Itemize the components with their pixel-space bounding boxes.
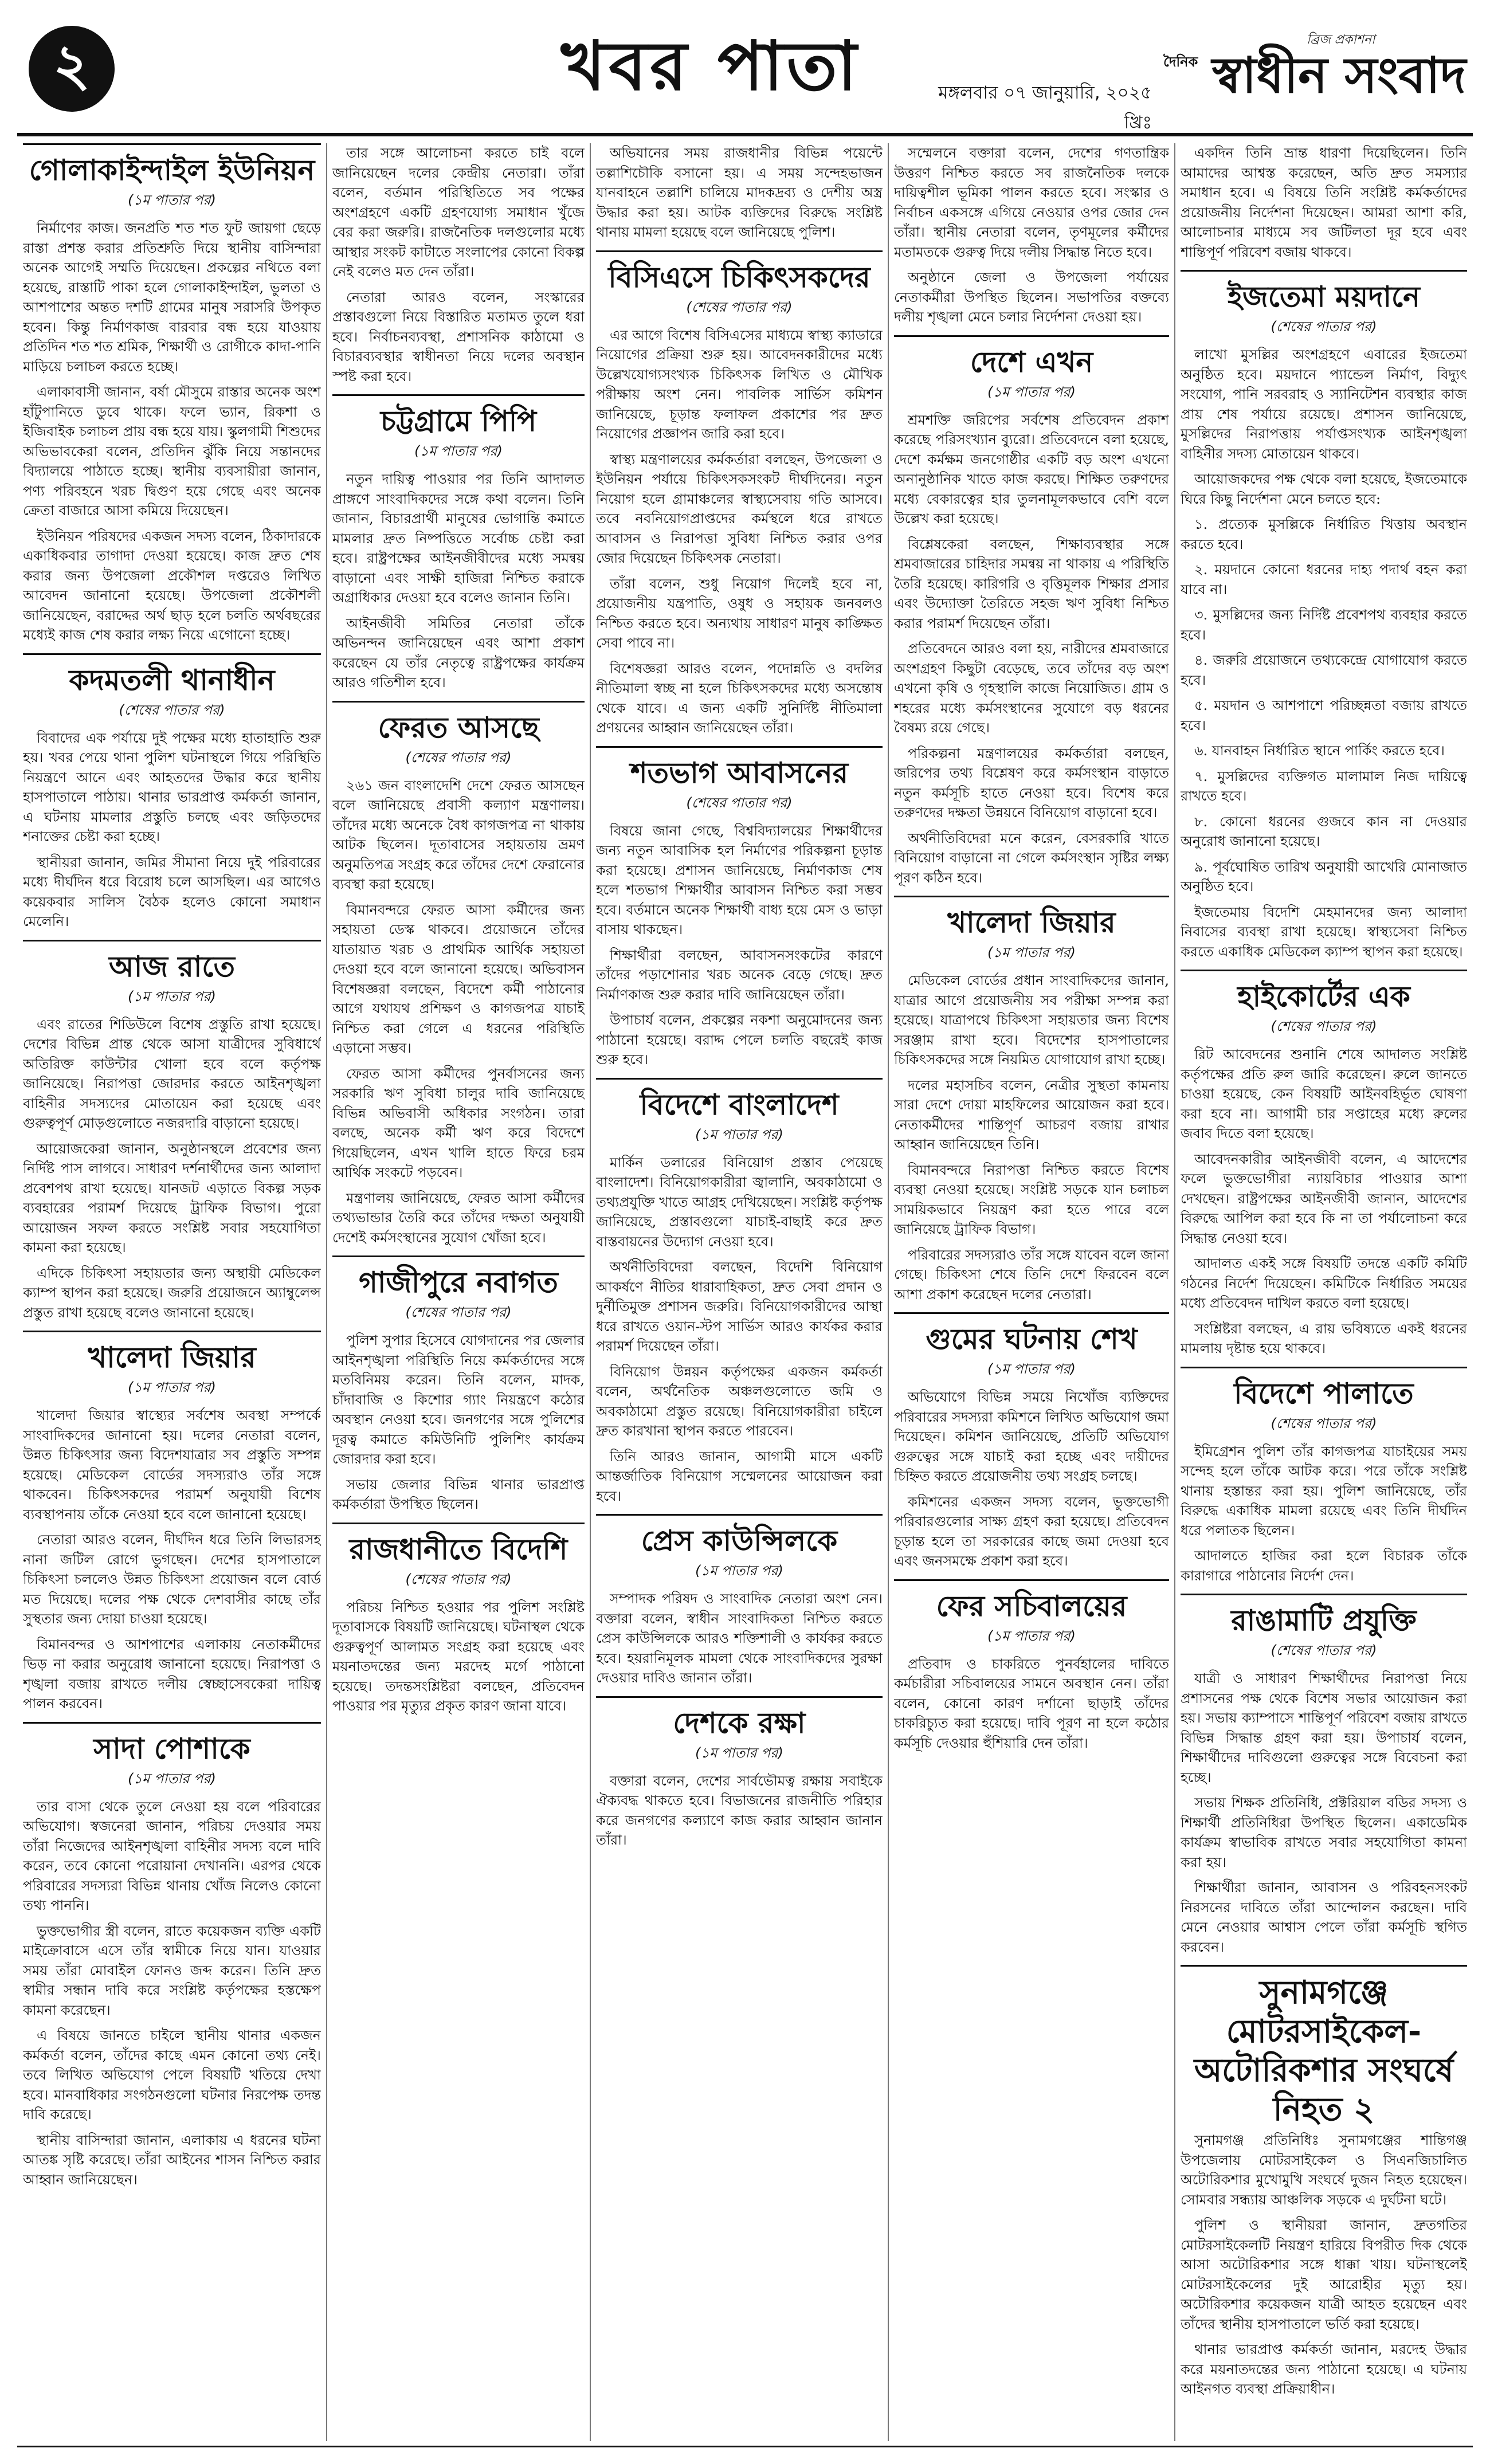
article-paragraph: দলের মহাসচিব বলেন, নেত্রীর সুস্থতা কামনায় সারা দেশে দোয়া মাহফিলের আয়োজন করা হবে। নেতাকর্মীদের শান্তিপূর্ণ আচরণ বজায় রাখার আহ্বান জানিয়েছেন তিনি। <box>894 1077 1169 1152</box>
article-paragraph: পুলিশ ও স্থানীয়রা জানান, দ্রুতগতির মোটরসাইকেলটি নিয়ন্ত্রণ হারিয়ে বিপরীত দিক থেকে আসা অটোরিকশার সঙ্গে ধাক্কা খায়। ঘটনাস্থলেই মোটরসাইকেলের দুই আরোহীর মৃত্যু হয়। অটোরিকশার কয়েকজন যাত্রী আহত হয়েছেন এবং তাঁদের স্থানীয় হাসপাতালে ভর্তি করা হয়েছে। <box>1181 2217 1467 2332</box>
news-article <box>23 940 321 1323</box>
article-headline: রাঙামাটি প্রযুক্তি <box>1231 1604 1417 1637</box>
article-paragraph: তিনি আরও জানান, আগামী মাসে একটি আন্তর্জাতিক বিনিয়োগ সম্মেলনের আয়োজন করা হবে। <box>596 1448 883 1504</box>
article-paragraph: থানার ভারপ্রাপ্ত কর্মকর্তা জানান, মরদেহ উদ্ধার করে ময়নাতদন্তের জন্য পাঠানো হয়েছে। এ ঘটনায় আইনগত ব্যবস্থা প্রক্রিয়াধীন। <box>1181 2341 1467 2397</box>
continuation-note: ( শেষের পাতার পর ) <box>23 700 321 723</box>
article-paragraph: এ বিষয়ে জানতে চাইলে স্থানীয় থানার একজন কর্মকর্তা বলেন, তাঁদের কাছে এমন কোনো তথ্য নেই। তবে লিখিত অভিযোগ পেলে বিষয়টি খতিয়ে দেখা হবে। মানবাধিকার সংগঠনগুলো ঘটনার নিরপেক্ষ তদন্ত দাবি করেছে। <box>23 2027 321 2122</box>
continuation-note: ( শেষের পাতার পর ) <box>332 1569 585 1592</box>
article-paragraph: নতুন দায়িত্ব পাওয়ার পর তিনি আদালত প্রাঙ্গণে সাংবাদিকদের সঙ্গে কথা বলেন। তিনি জানান, বিচারপ্রার্থী মানুষের ভোগান্তি কমাতে মামলার দ্রুত নিষ্পত্তিতে সর্বোচ্চ চেষ্টা করা হবে। রাষ্ট্রপক্ষের আইনজীবীদের মধ্যে সমন্বয় বাড়ানো এবং সাক্ষী হাজিরা নিশ্চিত করাকে অগ্রাধিকার দেওয়া হবে বলেও জানান তিনি। <box>332 471 585 606</box>
news-article <box>894 1579 1169 1753</box>
logo-tagline: ব্রিজ প্রকাশনা <box>1307 33 1375 47</box>
article-paragraph: ফেরত আসা কর্মীদের পুনর্বাসনের জন্য সরকারি ঋণ সুবিধা চালুর দাবি জানিয়েছে বিভিন্ন অভিবাসী অধিকার সংগঠন। তারা বলছে, অনেক কর্মী ঋণ করে বিদেশে গিয়েছিলেন, এখন খালি হাতে ফিরে চরম আর্থিক সংকটে পড়বেন। <box>332 1065 585 1180</box>
newspaper-logo <box>1163 30 1473 113</box>
continuation-note: ( ১ম পাতার পর ) <box>596 1124 883 1147</box>
article-headline: খালেদা জিয়ার <box>947 906 1116 939</box>
article-paragraph: অভিযানের সময় রাজধানীর বিভিন্ন পয়েন্টে তল্লাশিচৌকি বসানো হয়। এ সময় সন্দেহভাজন যানবাহনে তল্লাশি চালিয়ে মাদকদ্রব্য ও দেশীয় অস্ত্র উদ্ধার করা হয়। আটক ব্যক্তিদের বিরুদ্ধে সংশ্লিষ্ট থানায় মামলা হয়েছে বলে জানিয়েছে পুলিশ। <box>596 145 883 240</box>
article-paragraph: অর্থনীতিবিদেরা বলছেন, বিদেশি বিনিয়োগ আকর্ষণে নীতির ধারাবাহিকতা, দ্রুত সেবা প্রদান ও দুর্নীতিমুক্ত প্রশাসন জরুরি। বিনিয়োগকারীদের আস্থা ধরে রাখতে ওয়ান-স্টপ সার্ভিস আরও কার্যকর করার পরামর্শ দিয়েছেন তাঁরা। <box>596 1259 883 1354</box>
article-paragraph: আইনজীবী সমিতির নেতারা তাঁকে অভিনন্দন জানিয়েছেন এবং আশা প্রকাশ করেছেন যে তাঁর নেতৃত্বে রাষ্ট্রপক্ষের কার্যক্রম আরও গতিশীল হবে। <box>332 615 585 690</box>
article-paragraph: বিনিয়োগ উন্নয়ন কর্তৃপক্ষের একজন কর্মকর্তা বলেন, অর্থনৈতিক অঞ্চলগুলোতে জমি ও অবকাঠামো প্রস্তুত রয়েছে। বিনিয়োগকারীরা চাইলে দ্রুত কারখানা স্থাপন করতে পারবেন। <box>596 1363 883 1439</box>
article-paragraph: প্রতিবেদনে আরও বলা হয়, নারীদের শ্রমবাজারে অংশগ্রহণ কিছুটা বেড়েছে, তবে তাঁদের বড় অংশ এখনো কৃষি ও গৃহস্থালি কাজে নিয়োজিত। গ্রাম ও শহরের মধ্যে কর্মসংস্থানের সুযোগে বড় ধরনের বৈষম্য রয়ে গেছে। <box>894 641 1169 736</box>
article-paragraph: বিষয়ে জানা গেছে, বিশ্ববিদ্যালয়ের শিক্ষার্থীদের জন্য নতুন আবাসিক হল নির্মাণের পরিকল্পনা চূড়ান্ত করা হয়েছে। প্রশাসন জানিয়েছে, নির্মাণকাজ শেষ হলে শতভাগ শিক্ষার্থীর আবাসন নিশ্চিত করা সম্ভব হবে। বর্তমানে অনেক শিক্ষার্থী বাধ্য হয়ে মেস ও ভাড়া বাসায় থাকছেন। <box>596 822 883 937</box>
article-headline: কদমতলী থানাধীন <box>69 663 275 697</box>
article-headline: সাদা পোশাকে <box>93 1732 250 1765</box>
continuation-note: ( ১ম পাতার পর ) <box>23 1768 321 1791</box>
article-paragraph: বিমানবন্দরে ফেরত আসা কর্মীদের জন্য সহায়তা ডেস্ক থাকবে। প্রয়োজনে তাঁদের যাতায়াত খরচ ও প্রাথমিক আর্থিক সহায়তা দেওয়া হবে বলে জানানো হয়েছে। অভিবাসন বিশেষজ্ঞরা বলছেন, বিদেশে কর্মী পাঠানোর আগে যথাযথ প্রশিক্ষণ ও কাগজপত্র যাচাই নিশ্চিত করা গেলে এ ধরনের পরিস্থিতি এড়ানো সম্ভব। <box>332 901 585 1056</box>
article-paragraph: স্বাস্থ্য মন্ত্রণালয়ের কর্মকর্তারা বলছেন, উপজেলা ও ইউনিয়ন পর্যায়ে চিকিৎসকসংকট দীর্ঘদিনের। নতুন নিয়োগ হলে গ্রামাঞ্চলের স্বাস্থ্যসেবায় গতি আসবে। তবে নবনিয়োগপ্রাপ্তদের কর্মস্থলে ধরে রাখতে আবাসন ও নিরাপত্তা সুবিধা নিশ্চিত করার ওপর জোর দিয়েছেন চিকিৎসক নেতারা। <box>596 451 883 566</box>
article-headline: ফের সচিবালয়ের <box>936 1589 1127 1623</box>
news-article <box>1181 1965 1467 2399</box>
masthead <box>17 17 1473 132</box>
article-paragraph: স্থানীয় বাসিন্দারা জানান, এলাকায় এ ধরনের ঘটনা আতঙ্ক সৃষ্টি করেছে। তাঁরা আইনের শাসন নিশ্চিত করার আহ্বান জানিয়েছেন। <box>23 2132 321 2188</box>
continuation-note: ( শেষের পাতার পর ) <box>1181 1640 1467 1663</box>
article-headline: গুমের ঘটনায় শেখ <box>926 1323 1138 1356</box>
news-article <box>894 896 1169 1304</box>
article-paragraph: পুলিশ সুপার হিসেবে যোগদানের পর জেলার আইনশৃঙ্খলা পরিস্থিতি নিয়ে কর্মকর্তাদের সঙ্গে মতবিনিময় করেন। তিনি বলেন, মাদক, চাঁদাবাজি ও কিশোর গ্যাং নিয়ন্ত্রণে কঠোর অবস্থান নেওয়া হবে। জনগণের সঙ্গে পুলিশের দূরত্ব কমাতে কমিউনিটি পুলিশিং কার্যক্রম জোরদার করা হবে। <box>332 1332 585 1467</box>
article-headline: ইজতেমা ময়দানে <box>1228 280 1420 313</box>
article-paragraph: একদিন তিনি ভ্রান্ত ধারণা দিয়েছিলেন। তিনি আমাদের আশ্বস্ত করেছেন, অতি দ্রুত সমস্যার সমাধান হবে। এ বিষয়ে তিনি সংশ্লিষ্ট কর্মকর্তাদের প্রয়োজনীয় নির্দেশনা দিয়েছেন। আমরা আশা করি, আলোচনার মাধ্যমে সব জটিলতা দূর হবে এবং শান্তিপূর্ণ পরিবেশ বজায় থাকবে। <box>1181 145 1467 260</box>
article-paragraph: স্থানীয়রা জানান, জমির সীমানা নিয়ে দুই পরিবারের মধ্যে দীর্ঘদিন ধরে বিরোধ চলে আসছিল। এর আগেও কয়েকবার সালিস বৈঠক হলেও কোনো সমাধান মেলেনি। <box>23 854 321 929</box>
article-paragraph: তার বাসা থেকে তুলে নেওয়া হয় বলে পরিবারের অভিযোগ। স্বজনেরা জানান, পরিচয় দেওয়ার সময় তাঁরা নিজেদের আইনশৃঙ্খলা বাহিনীর সদস্য বলে দাবি করেন, তবে কোনো পরোয়ানা দেখাননি। এরপর থেকে পরিবারের সদস্যরা বিভিন্ন থানায় খোঁজ নিলেও কোনো তথ্য পাননি। <box>23 1798 321 1913</box>
continuation-note: ( ১ম পাতার পর ) <box>596 1560 883 1583</box>
article-paragraph: অর্থনীতিবিদেরা মনে করেন, বেসরকারি খাতে বিনিয়োগ বাড়ানো না গেলে কর্মসংস্থান সৃষ্টির লক্ষ্য পূরণ কঠিন হবে। <box>894 830 1169 886</box>
article-headline: রাজধানীতে বিদেশি <box>349 1532 568 1566</box>
article-paragraph: সংশ্লিষ্টরা বলছেন, এ রায় ভবিষ্যতে একই ধরনের মামলায় দৃষ্টান্ত হয়ে থাকবে। <box>1181 1320 1467 1356</box>
article-paragraph: ৯. পূর্বঘোষিত তারিখ অনুযায়ী আখেরি মোনাজাত অনুষ্ঠিত হবে। <box>1181 858 1467 894</box>
news-article <box>332 1255 585 1515</box>
article-paragraph: বিমানবন্দরে নিরাপত্তা নিশ্চিত করতে বিশেষ ব্যবস্থা নেওয়া হয়েছে। সংশ্লিষ্ট সড়কে যান চলাচল সাময়িকভাবে নিয়ন্ত্রণ করা হতে পারে বলে জানিয়েছে ট্রাফিক বিভাগ। <box>894 1162 1169 1237</box>
newspaper-name: স্বাধীন সংবাদ <box>1212 47 1467 104</box>
article-paragraph: মার্কিন ডলারের বিনিয়োগ প্রস্তাব পেয়েছে বাংলাদেশ। বিনিয়োগকারীরা জ্বালানি, অবকাঠামো ও তথ্যপ্রযুক্তি খাতে আগ্রহ দেখিয়েছেন। সংশ্লিষ্ট কর্তৃপক্ষ জানিয়েছে, প্রস্তাবগুলো যাচাই-বাছাই করে দ্রুত বাস্তবায়নের উদ্যোগ নেওয়া হবে। <box>596 1154 883 1250</box>
news-article <box>894 335 1169 888</box>
continuation-note: ( শেষের পাতার পর ) <box>332 747 585 770</box>
continuation-note: ( ১ম পাতার পর ) <box>23 1377 321 1400</box>
article-paragraph: মন্ত্রণালয় জানিয়েছে, ফেরত আসা কর্মীদের তথ্যভান্ডার তৈরি করে তাঁদের দক্ষতা অনুযায়ী দেশেই কর্মসংস্থানের সুযোগ খোঁজা হবে। <box>332 1190 585 1246</box>
article-paragraph: তার সঙ্গে আলোচনা করতে চাই বলে জানিয়েছেন দলের কেন্দ্রীয় নেতারা। তাঁরা বলেন, বর্তমান পরিস্থিতিতে সব পক্ষের অংশগ্রহণে একটি গ্রহণযোগ্য সমাধান খুঁজে বের করা জরুরি। রাজনৈতিক দলগুলোর মধ্যে আস্থার সংকট কাটাতে সংলাপের কোনো বিকল্প নেই বলেও মত দেন তাঁরা। <box>332 145 585 280</box>
article-paragraph: অনুষ্ঠানে জেলা ও উপজেলা পর্যায়ের নেতাকর্মীরা উপস্থিত ছিলেন। সভাপতির বক্তব্যে দলীয় শৃঙ্খলা মেনে চলার নির্দেশনা দেওয়া হয়। <box>894 269 1169 325</box>
page-bottom-rule <box>17 2446 1473 2447</box>
article-paragraph: এলাকাবাসী জানান, বর্ষা মৌসুমে রাস্তার অনেক অংশ হাঁটুপানিতে ডুবে থাকে। ফলে ভ্যান, রিকশা ও ইজিবাইক চলাচল প্রায় বন্ধ হয়ে যায়। স্কুলগামী শিশুদের অভিভাবকেরা বলেন, প্রতিদিন ঝুঁকি নিয়ে সন্তানদের বিদ্যালয়ে পাঠাতে হচ্ছে। স্থানীয় ব্যবসায়ীরা জানান, পণ্য পরিবহনে খরচ দ্বিগুণ হয়ে গেছে এবং অনেক ক্রেতা বাজারে আসা কমিয়ে দিয়েছেন। <box>23 384 321 519</box>
article-paragraph: আবেদনকারীর আইনজীবী বলেন, এ আদেশের ফলে ভুক্তভোগীরা ন্যায়বিচার পাওয়ার আশা দেখছেন। রাষ্ট্রপক্ষের আইনজীবী জানান, আদেশের বিরুদ্ধে আপিল করা হবে কি না তা পর্যালোচনা করে সিদ্ধান্ত নেওয়া হবে। <box>1181 1151 1467 1246</box>
news-article <box>332 1523 585 1716</box>
article-headline: বিদেশে বাংলাদেশ <box>640 1088 839 1121</box>
article-paragraph: আদালত একই সঙ্গে বিষয়টি তদন্তে একটি কমিটি গঠনের নির্দেশ দিয়েছেন। কমিটিকে নির্ধারিত সময়ের মধ্যে প্রতিবেদন দাখিল করতে বলা হয়েছে। <box>1181 1255 1467 1311</box>
continuation-note: ( শেষের পাতার পর ) <box>1181 1413 1467 1436</box>
article-paragraph: নেতারা আরও বলেন, দীর্ঘদিন ধরে তিনি লিভারসহ নানা জটিল রোগে ভুগছেন। দেশের হাসপাতালে চিকিৎসা চললেও উন্নত চিকিৎসা প্রয়োজন বলে বোর্ড মত দিয়েছে। দলের পক্ষ থেকে দেশবাসীর কাছে তাঁর সুস্থতার জন্য দোয়া চাওয়া হয়েছে। <box>23 1532 321 1627</box>
article-paragraph: আয়োজকেরা জানান, অনুষ্ঠানস্থলে প্রবেশের জন্য নির্দিষ্ট পাস লাগবে। সাধারণ দর্শনার্থীদের জন্য আলাদা প্রবেশপথ রাখা হয়েছে। যানজট এড়াতে বিকল্প সড়ক ব্যবহারের পরামর্শ দিয়েছে ট্রাফিক বিভাগ। পুরো আয়োজন সফল করতে সংশ্লিষ্ট সবার সহযোগিতা কামনা করা হয়েছে। <box>23 1140 321 1255</box>
news-article <box>596 1696 883 1850</box>
article-paragraph: বিবাদের এক পর্যায়ে দুই পক্ষের মধ্যে হাতাহাতি শুরু হয়। খবর পেয়ে থানা পুলিশ ঘটনাস্থলে গিয়ে পরিস্থিতি নিয়ন্ত্রণে আনে এবং আহতদের উদ্ধার করে স্থানীয় হাসপাতালে পাঠায়। থানার ভারপ্রাপ্ত কর্মকর্তা জানান, এ ঘটনায় মামলার প্রস্তুতি চলছে এবং জড়িতদের শনাক্তের চেষ্টা করা হচ্ছে। <box>23 729 321 845</box>
article-headline: হাইকোর্টের এক <box>1237 980 1410 1013</box>
news-article <box>894 143 1169 327</box>
article-headline: বিসিএসে চিকিৎসকদের <box>608 260 871 294</box>
column-2 <box>332 143 585 2441</box>
continuation-note: ( শেষের পাতার পর ) <box>596 792 883 815</box>
logo-prefix: দৈনিক <box>1163 54 1198 70</box>
article-headline: শতভাগ আবাসনের <box>630 756 849 790</box>
continuation-note: ( ১ম পাতার পর ) <box>894 1626 1169 1649</box>
news-article <box>23 1331 321 1714</box>
news-article <box>23 653 321 932</box>
continuation-note: ( ১ম পাতার পর ) <box>894 1359 1169 1382</box>
article-paragraph: ৩. মুসল্লিদের জন্য নির্দিষ্ট প্রবেশপথ ব্যবহার করতে হবে। <box>1181 607 1467 643</box>
article-headline: দেশকে রক্ষা <box>673 1706 806 1740</box>
continuation-note: ( শেষের পাতার পর ) <box>1181 316 1467 339</box>
article-paragraph: বিশ্লেষকেরা বলছেন, শিক্ষাব্যবস্থার সঙ্গে শ্রমবাজারের চাহিদার সমন্বয় না থাকায় এ পরিস্থিতি তৈরি হয়েছে। কারিগরি ও বৃত্তিমূলক শিক্ষার প্রসার এবং উদ্যোক্তা তৈরিতে সহজ ঋণ সুবিধা নিশ্চিত করার পরামর্শ দিয়েছেন তাঁরা। <box>894 536 1169 631</box>
news-article <box>596 250 883 738</box>
news-article <box>596 1078 883 1506</box>
article-headline: দেশে এখন <box>970 345 1093 379</box>
article-paragraph: পরিকল্পনা মন্ত্রণালয়ের কর্মকর্তারা বলছেন, জরিপের তথ্য বিশ্লেষণ করে কর্মসংস্থান বাড়াতে নতুন কর্মসূচি হাতে নেওয়া হবে। বিশেষ করে তরুণদের দক্ষতা উন্নয়নে বিনিয়োগ বাড়ানো হবে। <box>894 745 1169 821</box>
column-1 <box>23 143 321 2441</box>
news-article <box>332 394 585 693</box>
article-headline: গাজীপুরে নবাগত <box>359 1266 558 1299</box>
article-headline: ফেরত আসছে <box>378 711 539 744</box>
column-divider <box>1174 143 1175 2441</box>
continuation-note: ( ১ম পাতার পর ) <box>23 190 321 213</box>
article-paragraph: ৫. ময়দান ও আশপাশে পরিচ্ছন্নতা বজায় রাখতে হবে। <box>1181 697 1467 733</box>
news-article <box>332 143 585 386</box>
continuation-note: ( ১ম পাতার পর ) <box>23 986 321 1009</box>
article-paragraph: নেতারা আরও বলেন, সংস্কারের প্রস্তাবগুলো নিয়ে বিস্তারিত মতামত তুলে ধরা হবে। নির্বাচনব্যবস্থা, প্রশাসনিক কাঠামো ও বিচারব্যবস্থার স্বাধীনতা নিয়ে দলের অবস্থান স্পষ্ট করা হবে। <box>332 289 585 384</box>
article-paragraph: শিক্ষার্থীরা বলছেন, আবাসনসংকটের কারণে তাঁদের পড়াশোনার খরচ অনেক বেড়ে গেছে। দ্রুত নির্মাণকাজ শুরু করার দাবি জানিয়েছেন তাঁরা। <box>596 947 883 1003</box>
column-divider <box>888 143 889 2441</box>
article-paragraph: তাঁরা বলেন, শুধু নিয়োগ দিলেই হবে না, প্রয়োজনীয় যন্ত্রপাতি, ওষুধ ও সহায়ক জনবলও নিশ্চিত করতে হবে। অন্যথায় সাধারণ মানুষ কাঙ্ক্ষিত সেবা পাবে না। <box>596 575 883 651</box>
article-headline: খালেদা জিয়ার <box>88 1341 256 1374</box>
article-headline: বিদেশে পালাতে <box>1234 1376 1414 1410</box>
article-paragraph: বিমানবন্দর ও আশপাশের এলাকায় নেতাকর্মীদের ভিড় না করার অনুরোধ জানানো হয়েছে। নিরাপত্তা ও শৃঙ্খলা বজায় রাখতে দলীয় স্বেচ্ছাসেবকেরা দায়িত্ব পালন করবেন। <box>23 1636 321 1712</box>
article-headline: প্রেস কাউন্সিলকে <box>641 1524 838 1557</box>
news-article <box>1181 1367 1467 1586</box>
article-paragraph: পরিচয় নিশ্চিত হওয়ার পর পুলিশ সংশ্লিষ্ট দূতাবাসকে বিষয়টি জানিয়েছে। ঘটনাস্থল থেকে গুরুত্বপূর্ণ আলামত সংগ্রহ করা হয়েছে এবং ময়নাতদন্তের জন্য মরদেহ মর্গে পাঠানো হয়েছে। তদন্তসংশ্লিষ্টরা বলছেন, প্রতিবেদন পাওয়ার পর মৃত্যুর প্রকৃত কারণ জানা যাবে। <box>332 1599 585 1714</box>
article-paragraph: সভায় জেলার বিভিন্ন থানার ভারপ্রাপ্ত কর্মকর্তারা উপস্থিত ছিলেন। <box>332 1476 585 1512</box>
article-paragraph: অভিযোগে বিভিন্ন সময়ে নিখোঁজ ব্যক্তিদের পরিবারের সদস্যরা কমিশনে লিখিত অভিযোগ জমা দিয়েছেন। কমিশন জানিয়েছে, প্রতিটি অভিযোগ গুরুত্বের সঙ্গে যাচাই করা হচ্ছে এবং দায়ীদের চিহ্নিত করতে প্রয়োজনীয় তথ্য সংগ্রহ চলছে। <box>894 1389 1169 1484</box>
column-divider <box>326 143 327 2441</box>
article-paragraph: ইজতেমায় বিদেশি মেহমানদের জন্য আলাদা নিবাসের ব্যবস্থা রাখা হয়েছে। স্বাস্থ্যসেবা নিশ্চিত করতে একাধিক মেডিকেল ক্যাম্প স্থাপন করা হয়েছে। <box>1181 904 1467 960</box>
news-article <box>596 143 883 242</box>
article-paragraph: কমিশনের একজন সদস্য বলেন, ভুক্তভোগী পরিবারগুলোর সাক্ষ্য গ্রহণ করা হয়েছে। প্রতিবেদন চূড়ান্ত হলে তা সরকারের কাছে জমা দেওয়া হবে এবং জনসমক্ষে প্রকাশ করা হবে। <box>894 1493 1169 1569</box>
article-paragraph: পরিবারের সদস্যরাও তাঁর সঙ্গে যাবেন বলে জানা গেছে। চিকিৎসা শেষে তিনি দেশে ফিরবেন বলে আশা প্রকাশ করেছেন দলের নেতারা। <box>894 1246 1169 1302</box>
article-paragraph: বিশেষজ্ঞরা আরও বলেন, পদোন্নতি ও বদলির নীতিমালা স্বচ্ছ না হলে চিকিৎসকদের মধ্যে অসন্তোষ থেকে যাবে। এ জন্য একটি সুনির্দিষ্ট নীতিমালা প্রণয়নের আহ্বান জানিয়েছেন তাঁরা। <box>596 660 883 736</box>
date-line: মঙ্গলবার ০৭ জানুয়ারি, ২০২৫ খ্রিঃ <box>938 83 1152 133</box>
article-paragraph: সুনামগঞ্জ প্রতিনিধিঃ সুনামগঞ্জের শান্তিগঞ্জ উপজেলায় মোটরসাইকেল ও সিএনজিচালিত অটোরিকশার মুখোমুখি সংঘর্ষে দুজন নিহত হয়েছেন। সোমবার সন্ধ্যায় আঞ্চলিক সড়কে এ দুর্ঘটনা ঘটে। <box>1181 2132 1467 2208</box>
article-paragraph: এবং রাতের শিডিউলে বিশেষ প্রস্তুতি রাখা হয়েছে। দেশের বিভিন্ন প্রান্ত থেকে আসা যাত্রীদের সুবিধার্থে অতিরিক্ত কাউন্টার খোলা হবে বলে কর্তৃপক্ষ জানিয়েছে। নিরাপত্তা জোরদার করতে আইনশৃঙ্খলা বাহিনীর সদস্যদের মোতায়েন করা হয়েছে এবং গুরুত্বপূর্ণ মোড়গুলোতে নজরদারি বাড়ানো হয়েছে। <box>23 1016 321 1131</box>
news-article <box>596 1514 883 1688</box>
article-paragraph: মেডিকেল বোর্ডের প্রধান সাংবাদিকদের জানান, যাত্রার আগে প্রয়োজনীয় সব পরীক্ষা সম্পন্ন করা হয়েছে। যাত্রাপথে চিকিৎসা সহায়তার জন্য বিশেষ সরঞ্জাম রাখা হবে। বিদেশের হাসপাতালের চিকিৎসকদের সঙ্গে নিয়মিত যোগাযোগ রাখা হচ্ছে। <box>894 972 1169 1068</box>
news-article <box>23 1722 321 2190</box>
news-article <box>1181 143 1467 262</box>
news-article <box>894 1312 1169 1571</box>
article-paragraph: ২৬১ জন বাংলাদেশি দেশে ফেরত আসছেন বলে জানিয়েছে প্রবাসী কল্যাণ মন্ত্রণালয়। তাঁদের মধ্যে অনেকে বৈধ কাগজপত্র না থাকায় আটক ছিলেন। দূতাবাসের সহায়তায় ভ্রমণ অনুমতিপত্র সংগ্রহ করে তাঁদের দেশে ফেরানোর ব্যবস্থা করা হয়েছে। <box>332 777 585 892</box>
article-paragraph: ৪. জরুরি প্রয়োজনে তথ্যকেন্দ্রে যোগাযোগ করতে হবে। <box>1181 652 1467 688</box>
article-paragraph: লাখো মুসল্লির অংশগ্রহণে এবারের ইজতেমা অনুষ্ঠিত হবে। ময়দানে প্যান্ডেল নির্মাণ, বিদ্যুৎ সংযোগ, পানি সরবরাহ ও স্যানিটেশন ব্যবস্থার কাজ প্রায় শেষ পর্যায়ে রয়েছে। প্রশাসন জানিয়েছে, মুসল্লিদের নিরাপত্তায় পর্যাপ্তসংখ্যক আইনশৃঙ্খলা বাহিনীর সদস্য মোতায়েন থাকবে। <box>1181 347 1467 462</box>
article-paragraph: এর আগে বিশেষ বিসিএসের মাধ্যমে স্বাস্থ্য ক্যাডারে নিয়োগের প্রক্রিয়া শুরু হয়। আবেদনকারীদের মধ্যে উল্লেখযোগ্যসংখ্যক চিকিৎসক লিখিত ও মৌখিক পরীক্ষায় অংশ নেন। পাবলিক সার্ভিস কমিশন জানিয়েছে, চূড়ান্ত ফলাফল প্রকাশের পর দ্রুত নিয়োগের প্রজ্ঞাপন জারি করা হবে। <box>596 327 883 442</box>
article-paragraph: শ্রমশক্তি জরিপের সর্বশেষ প্রতিবেদন প্রকাশ করেছে পরিসংখ্যান ব্যুরো। প্রতিবেদনে বলা হয়েছে, দেশে কর্মক্ষম জনগোষ্ঠীর একটি বড় অংশ এখনো অনানুষ্ঠানিক খাতে কাজ করছে। শিক্ষিত তরুণদের মধ্যে বেকারত্বের হার তুলনামূলকভাবে বেশি বলে উল্লেখ করা হয়েছে। <box>894 411 1169 527</box>
article-paragraph: রিট আবেদনের শুনানি শেষে আদালত সংশ্লিষ্ট কর্তৃপক্ষের প্রতি রুল জারি করেছেন। রুলে জানতে চাওয়া হয়েছে, কেন বিষয়টি আইনবহির্ভূত ঘোষণা করা হবে না। আগামী চার সপ্তাহের মধ্যে রুলের জবাব দিতে বলা হয়েছে। <box>1181 1046 1467 1141</box>
article-paragraph: সম্মেলনে বক্তারা বলেন, দেশের গণতান্ত্রিক উত্তরণ নিশ্চিত করতে সব রাজনৈতিক দলকে দায়িত্বশীল ভূমিকা পালন করতে হবে। সংস্কার ও নির্বাচন একসঙ্গে এগিয়ে নেওয়ার ওপর জোর দেন তাঁরা। স্থানীয় নেতারা বলেন, তৃণমূলের কর্মীদের মতামতকে গুরুত্ব দিয়ে দলীয় সিদ্ধান্ত নিতে হবে। <box>894 145 1169 260</box>
article-paragraph: বক্তারা বলেন, দেশের সার্বভৌমত্ব রক্ষায় সবাইকে ঐক্যবদ্ধ থাকতে হবে। বিভাজনের রাজনীতি পরিহার করে জনগণের কল্যাণে কাজ করার আহ্বান জানান তাঁরা। <box>596 1772 883 1848</box>
continuation-note: ( ১ম পাতার পর ) <box>332 441 585 464</box>
news-article <box>23 143 321 645</box>
article-paragraph: খালেদা জিয়ার স্বাস্থ্যের সর্বশেষ অবস্থা সম্পর্কে সাংবাদিকদের জানানো হয়। দলের নেতারা বলেন, উন্নত চিকিৎসার জন্য বিদেশযাত্রার সব প্রস্তুতি সম্পন্ন হয়েছে। মেডিকেল বোর্ডের সদস্যরাও তাঁর সঙ্গে থাকবেন। চিকিৎসকদের পরামর্শ অনুযায়ী বিশেষ ব্যবস্থাপনায় তাঁকে নেওয়া হবে বলে জানানো হয়েছে। <box>23 1407 321 1523</box>
article-paragraph: ইউনিয়ন পরিষদের একজন সদস্য বলেন, ঠিকাদারকে একাধিকবার তাগাদা দেওয়া হয়েছে। কাজ দ্রুত শেষ করার জন্য উপজেলা প্রকৌশল দপ্তরেও লিখিত আবেদন জানানো হয়েছে। উপজেলা প্রকৌশলী জানিয়েছেন, বরাদ্দের অর্থ ছাড় হলে চলতি অর্থবছরের মধ্যেই কাজ শেষ করার লক্ষ্য নিয়ে এগোনো হচ্ছে। <box>23 528 321 643</box>
article-paragraph: ইমিগ্রেশন পুলিশ তাঁর কাগজপত্র যাচাইয়ের সময় সন্দেহ হলে তাঁকে আটক করে। পরে তাঁকে সংশ্লিষ্ট থানায় হস্তান্তর করা হয়। পুলিশ জানিয়েছে, তাঁর বিরুদ্ধে একাধিক মামলা রয়েছে এবং তিনি দীর্ঘদিন ধরে পলাতক ছিলেন। <box>1181 1443 1467 1539</box>
continuation-note: ( ১ম পাতার পর ) <box>894 942 1169 965</box>
article-paragraph: আয়োজকদের পক্ষ থেকে বলা হয়েছে, ইজতেমাকে ঘিরে কিছু নির্দেশনা মেনে চলতে হবে: <box>1181 471 1467 507</box>
article-paragraph: এদিকে চিকিৎসা সহায়তার জন্য অস্থায়ী মেডিকেল ক্যাম্প স্থাপন করা হয়েছে। জরুরি প্রয়োজনে অ্যাম্বুলেন্স প্রস্তুত রাখা হয়েছে বলেও জানানো হয়েছে। <box>23 1265 321 1321</box>
article-paragraph: ৬. যানবাহন নির্ধারিত স্থানে পার্কিং করতে হবে। <box>1194 743 1445 759</box>
news-article <box>596 746 883 1070</box>
continuation-note: ( ১ম পাতার পর ) <box>894 382 1169 405</box>
article-paragraph: আদালতে হাজির করা হলে বিচারক তাঁকে কারাগারে পাঠানোর নির্দেশ দেন। <box>1181 1548 1467 1584</box>
column-divider <box>590 143 591 2441</box>
news-article <box>1181 1594 1467 1957</box>
continuation-note: ( ১ম পাতার পর ) <box>596 1743 883 1765</box>
article-paragraph: ৭. মুসল্লিদের ব্যক্তিগত মালামাল নিজ দায়িত্বে রাখতে হবে। <box>1181 768 1467 804</box>
article-paragraph: নির্মাণের কাজ। জনপ্রতি শত শত ফুট জায়গা ছেড়ে রাস্তা প্রশস্ত করার প্রতিশ্রুতি দিয়ে স্থানীয় বাসিন্দারা অনেক আগেই সম্মতি দিয়েছেন। প্রকল্পের নথিতে বলা হয়েছে, রাস্তাটি পাকা হলে গোলাকাইন্দাইল, ভুলতা ও আশপাশের অন্তত দশটি গ্রামের মানুষ সরাসরি উপকৃত হবেন। কিন্তু নির্মাণকাজ বারবার বন্ধ হয়ে যাওয়ায় প্রতিদিন শত শত শ্রমিক, শিক্ষার্থী ও রোগীকে কাদা-পানি মাড়িয়ে চলাচল করতে হচ্ছে। <box>23 220 321 375</box>
news-article <box>332 701 585 1248</box>
continuation-note: ( শেষের পাতার পর ) <box>1181 1016 1467 1039</box>
article-paragraph: সভায় শিক্ষক প্রতিনিধি, প্রক্টরিয়াল বডির সদস্য ও শিক্ষার্থী প্রতিনিধিরা উপস্থিত ছিলেন। একাডেমিক কার্যক্রম স্বাভাবিক রাখতে সবার সহযোগিতা কামনা করা হয়। <box>1181 1795 1467 1870</box>
continuation-note: ( শেষের পাতার পর ) <box>596 297 883 320</box>
masthead-rule <box>17 133 1473 136</box>
article-headline: চট্টগ্রামে পিপি <box>380 405 537 438</box>
article-headline: গোলাকাইন্দাইল ইউনিয়ন <box>29 154 315 187</box>
article-paragraph: ১. প্রত্যেক মুসল্লিকে নির্ধারিত খিত্তায় অবস্থান করতে হবে। <box>1181 516 1467 552</box>
article-paragraph: ভুক্তভোগীর স্ত্রী বলেন, রাতে কয়েকজন ব্যক্তি একটি মাইক্রোবাসে এসে তাঁর স্বামীকে নিয়ে যান। যাওয়ার সময় তাঁরা মোবাইল ফোনও জব্দ করেন। তিনি দ্রুত স্বামীর সন্ধান দাবি করে সংশ্লিষ্ট কর্তৃপক্ষের হস্তক্ষেপ কামনা করেছেন। <box>23 1922 321 2018</box>
article-paragraph: ২. ময়দানে কোনো ধরনের দাহ্য পদার্থ বহন করা যাবে না। <box>1181 562 1467 598</box>
article-headline: সুনামগঞ্জে মোটরসাইকেল-অটোরিকশার সংঘর্ষে নিহত ২ <box>1194 1974 1454 2128</box>
article-paragraph: শিক্ষার্থীরা জানান, আবাসন ও পরিবহনসংকট নিরসনের দাবিতে তাঁরা আন্দোলন করছেন। দাবি মেনে নেওয়ার আশ্বাস পেলে তাঁরা কর্মসূচি স্থগিত করবেন। <box>1181 1880 1467 1955</box>
article-headline: আজ রাতে <box>108 949 236 983</box>
article-paragraph: সম্পাদক পরিষদ ও সাংবাদিক নেতারা অংশ নেন। বক্তারা বলেন, স্বাধীন সাংবাদিকতা নিশ্চিত করতে প্রেস কাউন্সিলকে আরও শক্তিশালী ও কার্যকর করতে হবে। হয়রানিমূলক মামলা থেকে সাংবাদিকদের সুরক্ষা দেওয়ার দাবিও জানান তাঁরা। <box>596 1591 883 1686</box>
news-article <box>1181 270 1467 962</box>
page-section-title: খবর পাতা <box>560 26 861 105</box>
article-paragraph: ৮. কোনো ধরনের গুজবে কান না দেওয়ার অনুরোধ জানানো হয়েছে। <box>1181 813 1467 849</box>
article-paragraph: যাত্রী ও সাধারণ শিক্ষার্থীদের নিরাপত্তা নিয়ে প্রশাসনের পক্ষ থেকে বিশেষ সভার আয়োজন করা হয়। সভায় ক্যাম্পাসে শান্তিপূর্ণ পরিবেশ বজায় রাখতে বিভিন্ন সিদ্ধান্ত গ্রহণ করা হয়। উপাচার্য বলেন, শিক্ষার্থীদের দাবিগুলো গুরুত্বের সঙ্গে বিবেচনা করা হচ্ছে। <box>1181 1670 1467 1786</box>
article-paragraph: উপাচার্য বলেন, প্রকল্পের নকশা অনুমোদনের জন্য পাঠানো হয়েছে। বরাদ্দ পেলে চলতি বছরেই কাজ শুরু হবে। <box>596 1012 883 1068</box>
column-3 <box>596 143 883 2441</box>
column-4 <box>894 143 1169 2441</box>
article-paragraph: প্রতিবাদ ও চাকরিতে পুনর্বহালের দাবিতে কর্মচারীরা সচিবালয়ের সামনে অবস্থান নেন। তাঁরা বলেন, কোনো কারণ দর্শানো ছাড়াই তাঁদের চাকরিচ্যুত করা হয়েছে। দাবি পূরণ না হলে কঠোর কর্মসূচি দেওয়ার হুঁশিয়ারি দেন তাঁরা। <box>894 1655 1169 1751</box>
news-article <box>1181 970 1467 1359</box>
column-5 <box>1181 143 1467 2441</box>
page-number-badge: ২ <box>29 26 115 112</box>
continuation-note: ( শেষের পাতার পর ) <box>332 1302 585 1325</box>
